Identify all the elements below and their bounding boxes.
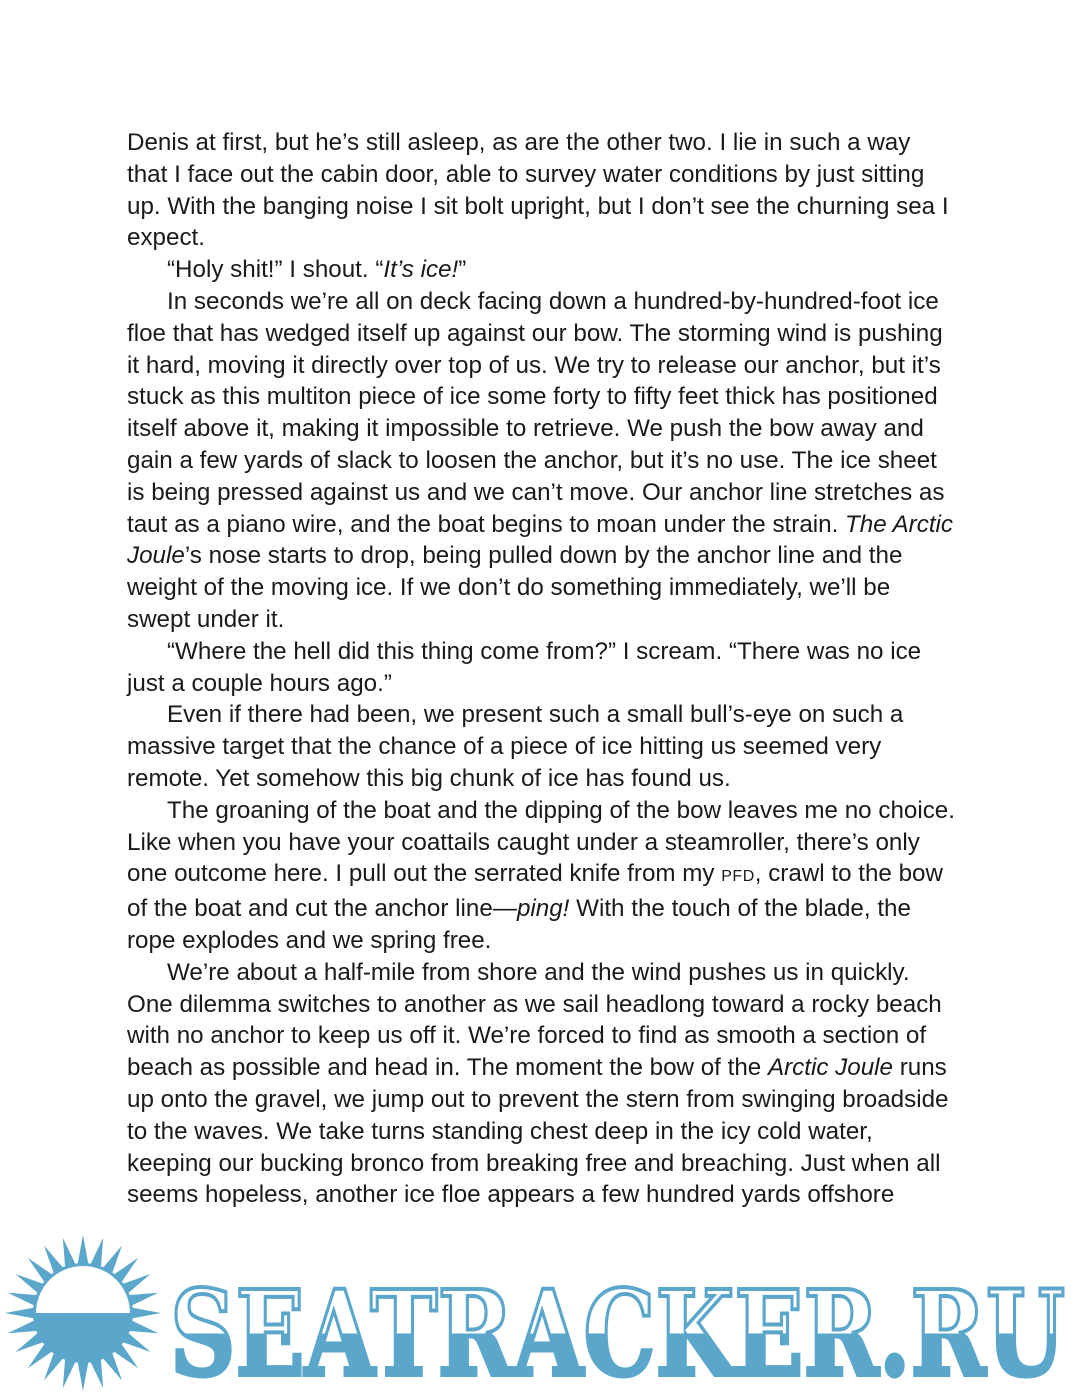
text-run: With the touch of the blade, the rope explodes and we spring free.: [127, 895, 911, 954]
text-run: “Where the hell did this thing come from?” I scream. “There was no ice just a couple hours ago.”: [127, 637, 922, 697]
italic-text: It’s ice!: [383, 256, 459, 284]
watermark-graphic: [0, 1235, 1080, 1397]
italic-text: The Arctic Joule: [127, 510, 954, 570]
text-run: runs up onto the gravel, we jump out to prevent the stern from swinging broadside to the waves. We take turns standing chest deep in the icy cold water, keeping our bucking bronco from breaking free and breaching. Just when all seems hopeless, another ice floe appears a few hundred yards offshore: [127, 1054, 949, 1209]
text-run: , crawl to the bow of the boat and cut the anchor line—: [127, 860, 943, 923]
paragraph: [127, 636, 957, 700]
watermark-text: SEATRACKER.RU: [170, 1264, 1065, 1397]
paragraph: [127, 254, 957, 286]
paragraph: [127, 957, 957, 1211]
text-run: “Holy shit!” I shout. “: [167, 256, 384, 284]
text-run: In seconds we’re all on deck facing down a hundred-by-hundred-foot ice floe that has wedged itself up against our bow. The storming wind is pushing it hard, moving it directly over top of us. We try to release our anchor, but it’s stuck as this multiton piece of ice some forty to fifty feet thick has positioned itself above it, making it impossible to retrieve. We push the bow away and gain a few yards of slack to loosen the anchor, but it’s no use. The ice sheet is being pressed against us and we can’t move. Our anchor line stretches as taut as a piano wire, and the boat begins to moan under the strain.: [127, 287, 945, 538]
italic-text: ping!: [516, 895, 570, 923]
book-page-text: [127, 127, 957, 1211]
italic-text: Arctic Joule: [767, 1054, 893, 1082]
paragraph: [127, 127, 957, 254]
text-run: ’s nose starts to drop, being pulled down by the anchor line and the weight of the moving ice. If we don’t do something immediately, we’ll be swept under it.: [127, 542, 903, 633]
text-run: ”: [458, 256, 467, 284]
text-run: The groaning of the boat and the dipping of the bow leaves me no choice. Like when you have your coattails caught under a steamroller, there’s only one outcome here. I pull out the serrated knife from my: [127, 796, 955, 888]
text-run: Even if there had been, we present such a small bull’s-eye on such a massive target that the chance of a piece of ice hitting us seemed very remote. Yet somehow this big chunk of ice has found us.: [127, 701, 904, 792]
paragraph: [127, 699, 957, 794]
text-run: We’re about a half-mile from shore and the wind pushes us in quickly. One dilemma switches to another as we sail headlong toward a rocky beach with no anchor to keep us off it. We’re forced to find as smooth a section of beach as possible and head in. The moment the bow of the: [127, 958, 942, 1082]
smallcaps-text: PFD: [721, 868, 755, 886]
sun-icon: [5, 1235, 161, 1391]
paragraph: [127, 795, 957, 957]
paragraph: [127, 286, 957, 636]
text-run: Denis at first, but he’s still asleep, as are the other two. I lie in such a way that I face out the cabin door, able to survey water conditions by just sitting up. With the banging noise I sit bolt upright, but I don’t see the churning sea I expect.: [127, 129, 949, 252]
watermark: [0, 1235, 1080, 1397]
